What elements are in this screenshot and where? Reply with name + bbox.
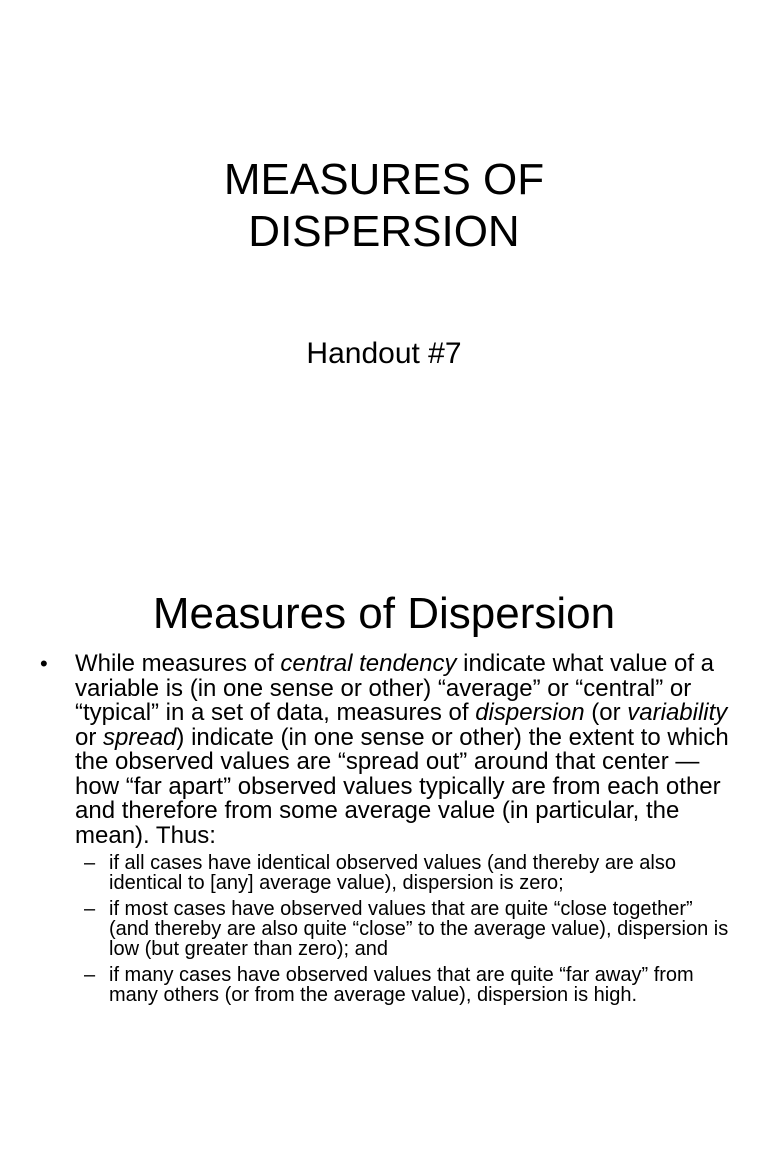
italic-variability: variability [627, 699, 728, 726]
sub-bullet-text: if many cases have observed values that are quite “far away” from many others (or from the average value), dispersion is high. [109, 964, 694, 1006]
bullet-text-4: or [75, 723, 104, 751]
bullet-item [36, 652, 736, 1005]
italic-dispersion: dispersion [475, 699, 585, 726]
slide-title: Measures of Dispersion [152, 589, 616, 638]
sub-bullet-list [75, 853, 736, 1005]
handout-subtitle: Handout #7 [306, 337, 462, 370]
main-title-line-1: MEASURES OF [223, 155, 545, 204]
bullet-list [36, 652, 736, 1011]
sub-bullet-zero-dispersion [75, 853, 736, 893]
main-title [0, 154, 768, 258]
bullet-text-3: (or [584, 699, 628, 726]
sub-bullet-marker: – [84, 898, 96, 920]
sub-bullet-marker: – [84, 964, 96, 986]
bullet-text-5: ) indicate (in one sense or other) the extent to which the observed values are “spread out” around that center — how “far apart” observed values typically are from each other and therefore from some average value (in particular, the mean). Thus: [75, 723, 729, 849]
sub-bullet-low-dispersion [75, 899, 736, 959]
content-slide [0, 576, 768, 1152]
italic-central-tendency: central tendency [280, 650, 457, 677]
sub-bullet-text: if most cases have observed values that are quite “close together” (and thereby are also quite “close” to the average value), dispersion is low (but greater than zero); and [109, 898, 729, 960]
main-title-line-2: DISPERSION [248, 207, 520, 256]
sub-bullet-high-dispersion [75, 965, 736, 1005]
bullet-text-1: While measures of [75, 650, 281, 677]
sub-bullet-marker: – [84, 852, 96, 874]
sub-bullet-text: if all cases have identical observed values (and thereby are also identical to [any] average value), dispersion is zero; [109, 852, 676, 894]
italic-spread: spread [103, 723, 177, 751]
bullet-marker: • [40, 651, 48, 676]
bullet-text-2: indicate what value of a variable is (in one sense or other) “average” or “central” or “typical” in a set of data, measures of [75, 650, 715, 726]
